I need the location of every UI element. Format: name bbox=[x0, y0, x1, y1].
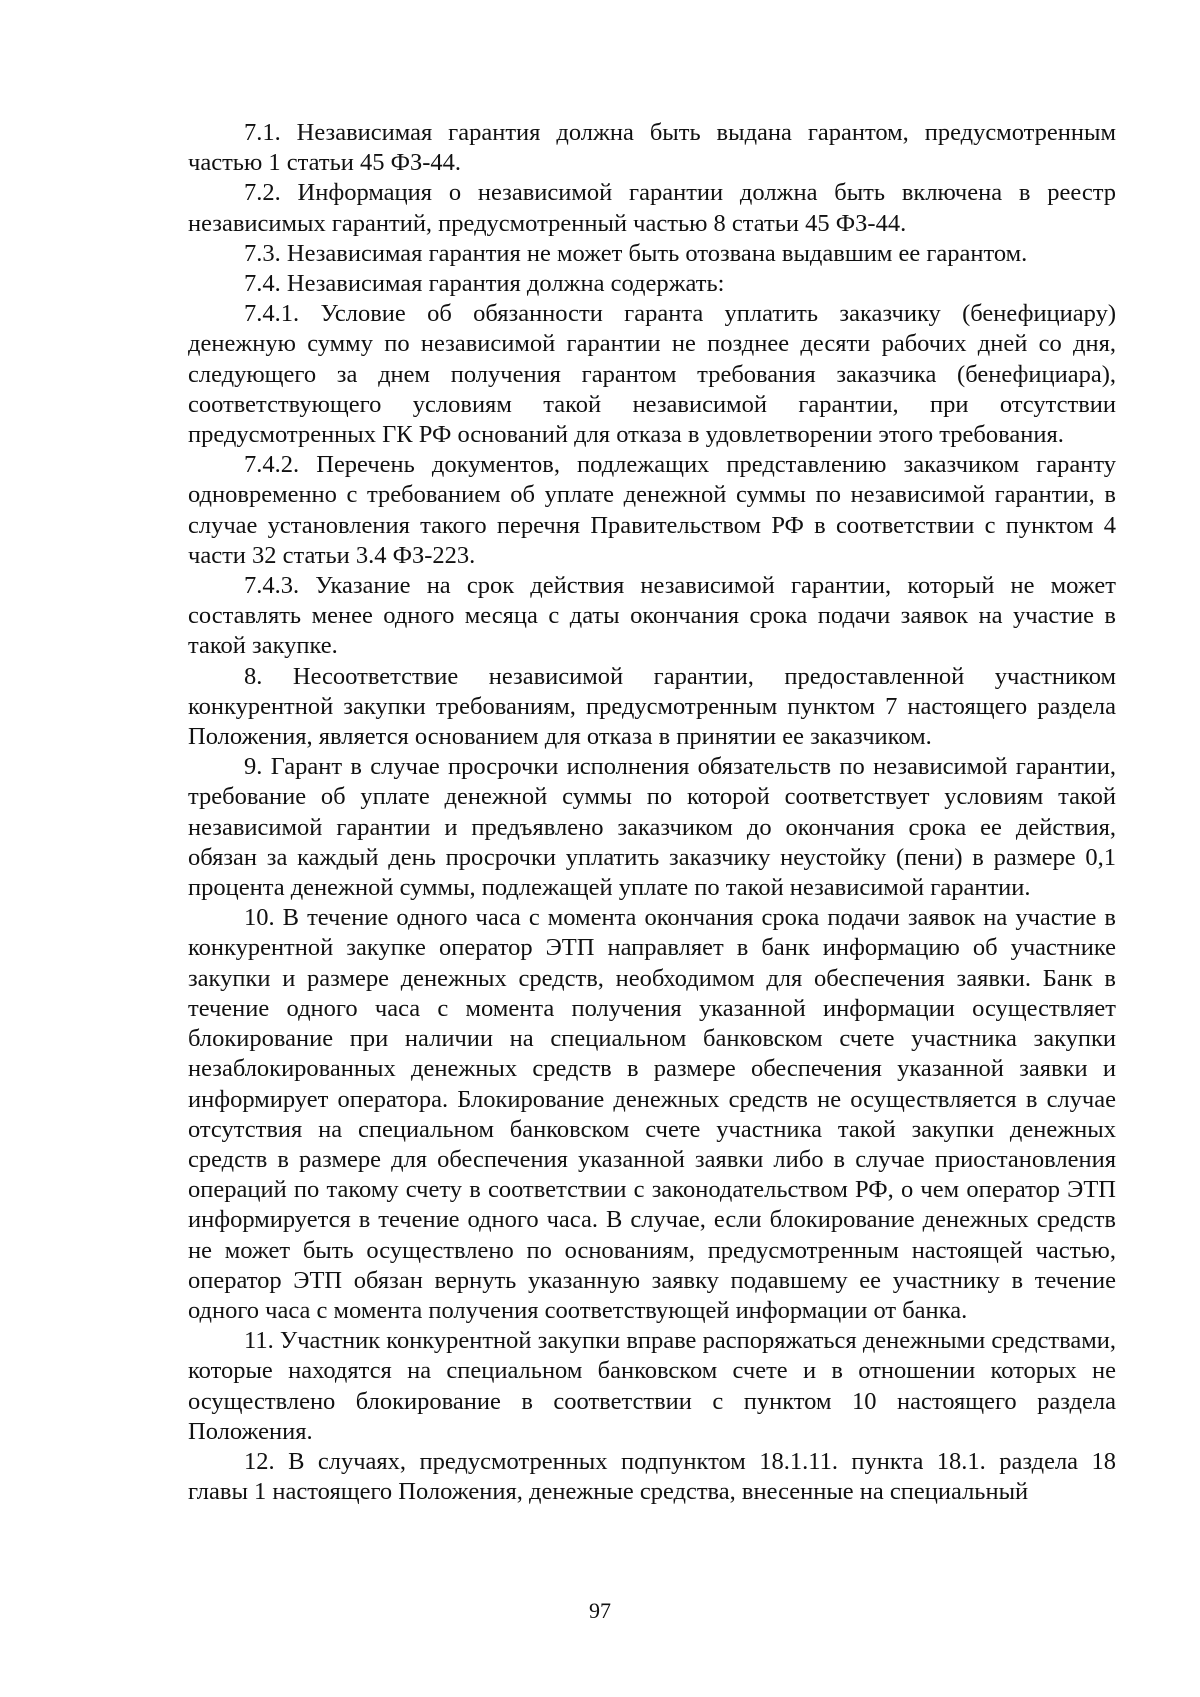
paragraph-7-4: 7.4. Независимая гарантия должна содержать: bbox=[244, 270, 725, 298]
paragraph-9: 9. Гарант в случае просрочки исполнения обязательств по независимой гарантии, требование об уплате денежной суммы по которой соответствует условиям такой независимой гарантии и предъявлено заказчиком до окончания срока ее действия, обязан за каждый день просрочки уплатить заказчику неустойку (пени) в размере 0,1 процента денежной суммы, подлежащей уплате по такой независимой гарантии. bbox=[188, 753, 1116, 902]
paragraph-7-4-3: 7.4.3. Указание на срок действия независимой гарантии, который не может составлять менее одного месяца с даты окончания срока подачи заявок на участие в такой закупке. bbox=[188, 572, 1116, 660]
paragraph-7-3: 7.3. Независимая гарантия не может быть отозвана выдавшим ее гарантом. bbox=[244, 239, 1028, 267]
paragraph-11: 11. Участник конкурентной закупки вправе распоряжаться денежными средствами, которые находятся на специальном банковском счете и в отношении которых не осуществлено блокирование в соответствии с пунктом 10 настоящего раздела Положения. bbox=[188, 1327, 1116, 1445]
page-number: 97 bbox=[589, 1598, 611, 1623]
document-body bbox=[188, 118, 1116, 1507]
paragraph-7-4-1: 7.4.1. Условие об обязанности гаранта уплатить заказчику (бенефициару) денежную сумму по независимой гарантии не позднее десяти рабочих дней со дня, следующего за днем получения гарантом требования заказчика (бенефициара), соответствующего условиям такой независимой гарантии, при отсутствии предусмотренных ГК РФ оснований для отказа в удовлетворении этого требования. bbox=[188, 300, 1116, 449]
paragraph-10: 10. В течение одного часа с момента окончания срока подачи заявок на участие в конкурентной закупке оператор ЭТП направляет в банк информацию об участнике закупки и размере денежных средств, необходимом для обеспечения заявки. Банк в течение одного часа с момента получения указанной информации осуществляет блокирование при наличии на специальном банковском счете участника закупки незаблокированных денежных средств в размере обеспечения указанной заявки и информирует оператора. Блокирование денежных средств не осуществляется в случае отсутствия на специальном банковском счете участника такой закупки денежных средств в размере для обеспечения указанной заявки либо в случае приостановления операций по такому счету в соответствии с законодательством РФ, о чем оператор ЭТП информируется в течение одного часа. В случае, если блокирование денежных средств не может быть осуществлено по основаниям, предусмотренным настоящей частью, оператор ЭТП обязан вернуть указанную заявку подавшему ее участнику в течение одного часа с момента получения соответствующей информации от банка. bbox=[188, 904, 1116, 1324]
paragraph-7-1: 7.1. Независимая гарантия должна быть выдана гарантом, предусмотренным частью 1 статьи 45 ФЗ-44. bbox=[188, 119, 1116, 177]
paragraph-12: 12. В случаях, предусмотренных подпунктом 18.1.11. пункта 18.1. раздела 18 главы 1 настоящего Положения, денежные средства, внесенные на специальный bbox=[188, 1447, 1116, 1506]
paragraph-8: 8. Несоответствие независимой гарантии, предоставленной участником конкурентной закупки требованиям, предусмотренным пунктом 7 настоящего раздела Положения, является основанием для отказа в принятии ее заказчиком. bbox=[188, 662, 1116, 751]
paragraph-7-4-2: 7.4.2. Перечень документов, подлежащих представлению заказчиком гаранту одновременно с требованием об уплате денежной суммы по независимой гарантии, в случае установления такого перечня Правительством РФ в соответствии с пунктом 4 части 32 статьи 3.4 ФЗ-223. bbox=[188, 451, 1116, 569]
paragraph-7-2: 7.2. Информация о независимой гарантии должна быть включена в реестр независимых гарантий, предусмотренный частью 8 статьи 45 ФЗ-44. bbox=[188, 179, 1116, 237]
